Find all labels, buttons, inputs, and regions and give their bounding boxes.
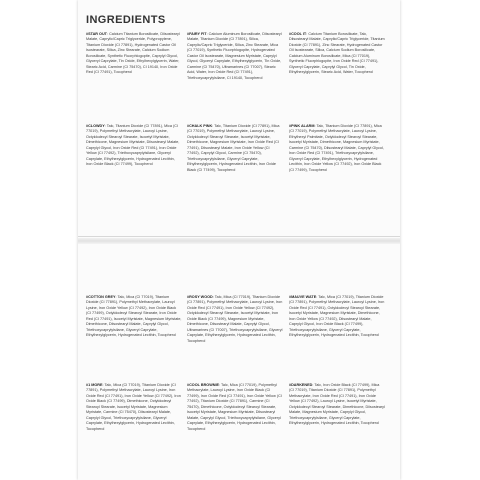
shade-ingredients: : Talc, Mica (CI 77019), Titanium Dioxide (CI 77891), Polymethyl Methacrylate, Lauroyl Lysine, Iron Oxide Yellow (CI 77492), Iron Oxide Black (CI 77499), Octyldodecyl Stearoyl Stearate, Iron Oxide Red (CI 77491), Isocetyl Myristate, Magnesium Myristate, Dimethicone, Diisostearyl Malate, Caprylyl Glycol, Triethoxycaprylylsilane, Glyceryl Caprylate, Ethylhexylglycerin, Hydrogenated Lecithin, Tocopherol [86,295,182,338]
shade-name: #DARKENED [289,383,313,387]
shade-name: #STAR OUT [86,32,107,36]
shade-name: #COOL IT [289,32,307,36]
shade-name: #COTTON GREY [86,295,116,299]
shade-block-rosy-wood [187,295,283,344]
shade-block-star-out [86,32,182,76]
shade-block-mauve-wate [289,295,385,339]
shade-block-1-more [86,383,182,432]
shade-ingredients: : Calcium Titanium Borosilicate, Diisostearyl Malate, Caprylic/Capric Triglyceride, Polypropylene, Titanium Dioxide (CI 77891), Hydrogenated Castor Oil Isostearate, Silica, Zinc Stearate, Calcium Sodium Borosilicate, Synthetic Fluorphlogopite, Caprylyl Glycol, Glyceryl Caprylate, Tin Oxide, Ethylhexylglycerin, Water, Stearic Acid, Carmine (CI 75470), CI 19140, Iron Oxide Red (CI 77491), Tocopherol [86,32,180,75]
shade-ingredients: : Calcium Titanium Borosilicate, Talc, Diisostearyl Malate, Caprylic/Capric Triglyceride, Titanium Dioxide (CI 77891), Zinc Stearate, Hydrogenated Castor Oil Isostearate, Silica, Calcium Sodium Borosilicate, Calcium Aluminum Borosilicate, Mica (CI 77019), Synthetic Fluorphlogopite, Iron Oxide Red (CI 77491), Glyceryl Caprylate, Caprylyl Glycol, Tin Oxide, Ethylhexylglycerin, Stearic Acid, Water, Tocopherol [289,32,385,75]
shade-name: #COOL BROWNIE [187,383,220,387]
shade-name: #ROSY WOOD [187,295,213,299]
shade-name: #MAUVE WATE [289,295,317,299]
shade-name: #CLOWDY [86,124,105,128]
shade-block-darkened [289,383,385,427]
shade-ingredients: : Talc, Mica (CI 77019), Titanium Dioxide (CI 77891), Polymethyl Methacrylate, Lauroyl Lysine, Iron Oxide Red (CI 77491), Octyldodecyl Stearoyl Stearate, Isocetyl Myristate, Magnesium Myristate, Dimethicone, Iron Oxide Yellow (CI 77492), Diisostearyl Malate, Caprylyl Glycol, Iron Oxide Black (CI 77499), Triethoxycaprylylsilane, Glyceryl Caprylate, Ethylhexylglycerin, Hydrogenated Lecithin, Tocopherol [289,295,385,338]
shade-ingredients: : Talc, Titanium Dioxide (CI 77891), Mica (CI 77019), Polymethyl Methacrylate, Lauroyl Lysine, Ethylhexyl Palmitate, Octyldodecyl Stearoyl Stearate, Isocetyl Myristate, Dimethicone, Magnesium Myristate, Carmine (CI 75470), Diisostearyl Malate, Caprylyl Glycol, Iron Oxide Red (CI 77491), Triethoxycaprylylsilane, Glyceryl Caprylate, Ethylhexylglycerin, Hydrogenated Lecithin, Iron Oxide Yellow (CI 77492), Iron Oxide Black (CI 77499), Tocopherol [289,124,384,172]
shade-name: #CHALK PINK [187,124,213,128]
shade-block-cool-it [289,32,385,76]
page-title: INGREDIENTS [86,14,166,26]
shade-ingredients: : Calcium Aluminum Borosilicate, Diisostearyl Malate, Titanium Dioxide (CI 77891), Silica, Caprylic/Capric Triglyceride, Silica, Zinc Stearate, Mica (CI 77019), Synthetic Fluorphlogopite, Hydrogenated Castor Oil Isostearate, Magnesium Myristate, Caprylyl Glycol, Glyceryl Caprylate, Ethylhexylglycerin, Tin Oxide, Carmine (CI 75470), Ultramarines (CI 77007), Stearic Acid, Water, Iron Oxide Red (CI 77491), Triethoxycaprylylsilane, CI 19140, Tocopherol [187,32,282,80]
shade-name: #PINK ALARM [289,124,315,128]
shade-ingredients: : Talc, Mica (CI 77019), Titanium Dioxide (CI 77891), Polymethyl Methacrylate, Lauroyl Lysine, Iron Oxide Red (CI 77491), Iron Oxide Yellow (CI 77492), Octyldodecyl Stearoyl Stearate, Isocetyl Myristate, Iron Oxide Black (CI 77499), Magnesium Myristate, Dimethicone, Diisostearyl Malate, Caprylyl Glycol, Ultramarines (CI 77007), Triethoxycaprylylsilane, Glyceryl Caprylate, Ethylhexylglycerin, Hydrogenated Lecithin, Tocopherol [187,295,283,343]
shade-block-pink-alarm [289,124,385,173]
shade-block-cotton-grey [86,295,182,339]
shade-ingredients: : Talc, Mica (CI 77019), Titanium Dioxide (CI 77891), Polymethyl Methacrylate, Lauroyl Lysine, Iron Oxide Red (CI 77491), Iron Oxide Yellow (CI 77492), Iron Oxide Black (CI 77499), Dimethicone, Octyldodecyl Stearoyl Stearate, Isocetyl Myristate, Magnesium Myristate, Carmine (CI 75470), Diisostearyl Malate, Caprylyl Glycol, Triethoxycaprylylsilane, Glyceryl Caprylate, Ethylhexylglycerin, Hydrogenated Lecithin, Tocopherol [86,383,181,431]
shade-block-cool-brownie [187,383,283,432]
shade-name: #FAIRY FIT [187,32,207,36]
paper-fold [78,238,400,244]
shade-ingredients: : Talc, Titanium Dioxide (CI 77891), Mica (CI 77019), Polymethyl Methacrylate, Lauroyl Lysine, Octyldodecyl Stearoyl Stearate, Isocetyl Myristate, Dimethicone, Magnesium Myristate, Iron Oxide Red (CI 77491), Diisostearyl Malate, Iron Oxide Yellow (CI 77492), Caprylyl Glycol, Carmine (CI 75470), Triethoxycaprylylsilane, Glyceryl Caprylate, Ethylhexylglycerin, Hydrogenated Lecithin, Iron Oxide Black (CI 77499), Tocopherol [187,124,280,172]
shade-ingredients: : Talc, Titanium Dioxide (CI 77891), Mica (CI 77019), Polymethyl Methacrylate, Lauroyl Lysine, Octyldodecyl Stearoyl Stearate, Isocetyl Myristate, Dimethicone, Magnesium Myristate, Diisostearyl Malate, Caprylyl Glycol, Iron Oxide Red (CI 77491), Iron Oxide Yellow (CI 77492), Triethoxycaprylylsilane, Glyceryl Caprylate, Ethylhexylglycerin, Hydrogenated Lecithin, Iron Oxide Black (CI 77499), Tocopherol [86,124,180,167]
shade-ingredients: : Talc, Iron Oxide Black (CI 77499), Mica (CI 77019), Titanium Dioxide (CI 77891), Polymethyl Methacrylate, Iron Oxide Red (CI 77491), Iron Oxide Yellow (CI 77492), Lauroyl Lysine, Isocetyl Myristate, Octyldodecyl Stearoyl Stearate, Dimethicone, Diisostearyl Malate, Magnesium Myristate, Caprylyl Glycol, Triethoxycaprylylsilane, Glyceryl Caprylate, Ethylhexylglycerin, Hydrogenated Lecithin, Tocopherol [289,383,385,426]
shade-block-fairy-fit [187,32,283,81]
fold-shadow [78,236,400,237]
shade-ingredients: : Talc, Mica (CI 77019), Polymethyl Methacrylate, Lauroyl Lysine, Iron Oxide Black (CI 77499), Iron Oxide Red (CI 77491), Iron Oxide Yellow (CI 77492), Titanium Dioxide (CI 77891), Carmine (CI 75470), Dimethicone, Octyldodecyl Stearoyl Stearate, Isocetyl Myristate, Magnesium Myristate, Diisostearyl Malate, Caprylyl Glycol, Triethoxycaprylylsilane, Glyceryl Caprylate, Ethylhexylglycerin, Hydrogenated Lecithin, Tocopherol [187,383,282,431]
shade-block-clowdy [86,124,182,168]
shade-name: #1 MORE [86,383,103,387]
shade-block-chalk-pink [187,124,283,173]
